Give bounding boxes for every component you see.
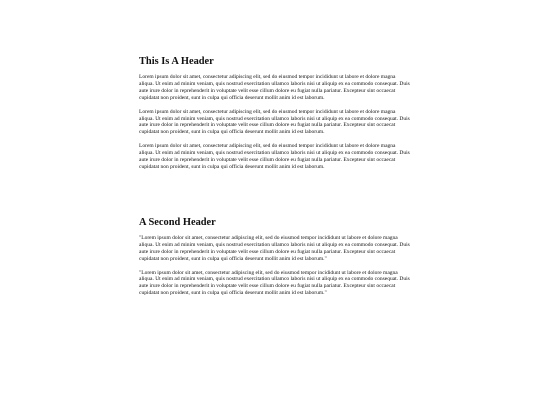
second-section: [139, 217, 411, 297]
second-section-header: A Second Header: [139, 216, 216, 228]
first-section-paragraph-3: Lorem ipsum dolor sit amet, consectetur adipiscing elit, sed do eiusmod tempor incididunt ut labore et dolore magna aliqua. Ut enim ad minim veniam, quis nostrud exercitation ullamco laboris nisi ut aliquip ex ea commodo consequat. Duis aute irure dolor in reprehenderit in voluptate velit esse cillum dolore eu fugiat nulla pariatur. Excepteur sint occaecat cupidatat non proident, sunt in culpa qui officia deserunt mollit anim id est laborum.: [139, 143, 410, 170]
second-section-paragraph-2: "Lorem ipsum dolor sit amet, consectetur adipiscing elit, sed do eiusmod tempor incididunt ut labore et dolore magna aliqua. Ut enim ad minim veniam, quis nostrud exercitation ullamco laboris nisi ut aliquip ex ea commodo consequat. Duis aute irure dolor in reprehenderit in voluptate velit esse cillum dolore eu fugiat nulla pariatur. Excepteur sint occaecat cupidatat non proident, sunt in culpa qui officia deserunt mollit anim id est laborum.": [139, 269, 410, 297]
first-section: [139, 56, 411, 171]
document-content: [139, 56, 411, 297]
first-section-paragraph-1: Lorem ipsum dolor sit amet, consectetur adipiscing elit, sed do eiusmod tempor incididunt ut labore et dolore magna aliqua. Ut enim ad minim veniam, quis nostrud exercitation ullamco laboris nisi ut aliquip ex ea commodo consequat. Duis aute irure dolor in reprehenderit in voluptate velit esse cillum dolore eu fugiat nulla pariatur. Excepteur sint occaecat cupidatat non proident, sunt in culpa qui officia deserunt mollit anim id est laborum.: [139, 74, 410, 101]
first-section-header: This Is A Header: [139, 56, 214, 67]
second-section-paragraph-1: "Lorem ipsum dolor sit amet, consectetur adipiscing elit, sed do eiusmod tempor incididunt ut labore et dolore magna aliqua. Ut enim ad minim veniam, quis nostrud exercitation ullamco laboris nisi ut aliquip ex ea commodo consequat. Duis aute irure dolor in reprehenderit in voluptate velit esse cillum dolore eu fugiat nulla pariatur. Excepteur sint occaecat cupidatat non proident, sunt in culpa qui officia deserunt mollit anim id est laborum.": [139, 234, 410, 262]
first-section-paragraph-2: Lorem ipsum dolor sit amet, consectetur adipiscing elit, sed do eiusmod tempor incididunt ut labore et dolore magna aliqua. Ut enim ad minim veniam, quis nostrud exercitation ullamco laboris nisi ut aliquip ex ea commodo consequat. Duis aute irure dolor in reprehenderit in voluptate velit esse cillum dolore eu fugiat nulla pariatur. Excepteur sint occaecat cupidatat non proident, sunt in culpa qui officia deserunt mollit anim id est laborum.: [139, 108, 410, 136]
